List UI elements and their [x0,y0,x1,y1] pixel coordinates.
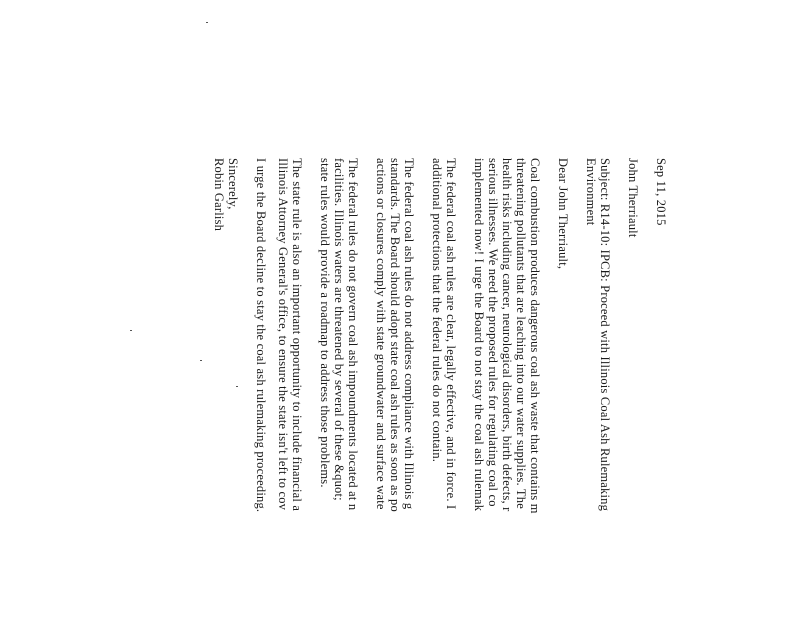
paragraph-line: health risks including cancer, neurological disorders, birth defects, r [500,158,514,512]
paragraph-line: The state rule is also an important opportunity to include financial a [290,158,304,512]
letter-salutation: Dear John Therriault, [556,158,570,270]
paragraph-line: facilities. Illinois waters are threatened by several of these &quot; [332,158,346,501]
letter-closing: Sincerely, [226,158,240,210]
letter-recipient: John Therriault [626,158,640,238]
paragraph-line: The federal coal ash rules do not address compliance with Illinois g [402,158,416,510]
paragraph-line: implemented now! I urge the Board to not stay the coal ash rulemak [472,158,486,512]
paragraph-line: actions or closures comply with state groundwater and surface wate [374,158,388,510]
letter-date: Sep 11, 2015 [654,158,668,226]
scan-speck [200,360,202,361]
letter-subject-cont: Environment [584,158,598,226]
scan-speck [236,386,238,387]
paragraph-line: state rules would provide a roadmap to address those problems. [318,158,332,488]
paragraph-line: Illinois Attorney General's office, to ensure the state isn't left to cov [276,158,290,511]
rotated-letter [212,158,668,618]
letter-signature: Robin Garlish [212,158,226,232]
paragraph-line: The federal coal ash rules are clear, legally effective, and in force. I [444,158,458,510]
paragraph-line: The federal rules do not govern coal ash impoundments located at n [346,158,360,511]
scan-speck [130,330,132,331]
scan-speck [206,22,208,23]
letter-subject: Subject: R14-10: IPCB: Proceed with Illinois Coal Ash Rulemaking [598,158,612,512]
paragraph-line: I urge the Board decline to stay the coal ash rulemaking proceeding. [254,158,268,513]
paragraph-line: standards. The Board should adopt state coal ash rules as soon as po [388,158,402,512]
paragraph-line: threatening pollutants that are leaching into our water supplies. The [514,158,528,509]
paragraph-line: Coal combustion produces dangerous coal ash waste that contains m [528,158,542,514]
paragraph-line: additional protections that the federal rules do not contain. [430,158,444,463]
paragraph-line: serious illnesses. We need the proposed rules for regulating coal co [486,158,500,507]
